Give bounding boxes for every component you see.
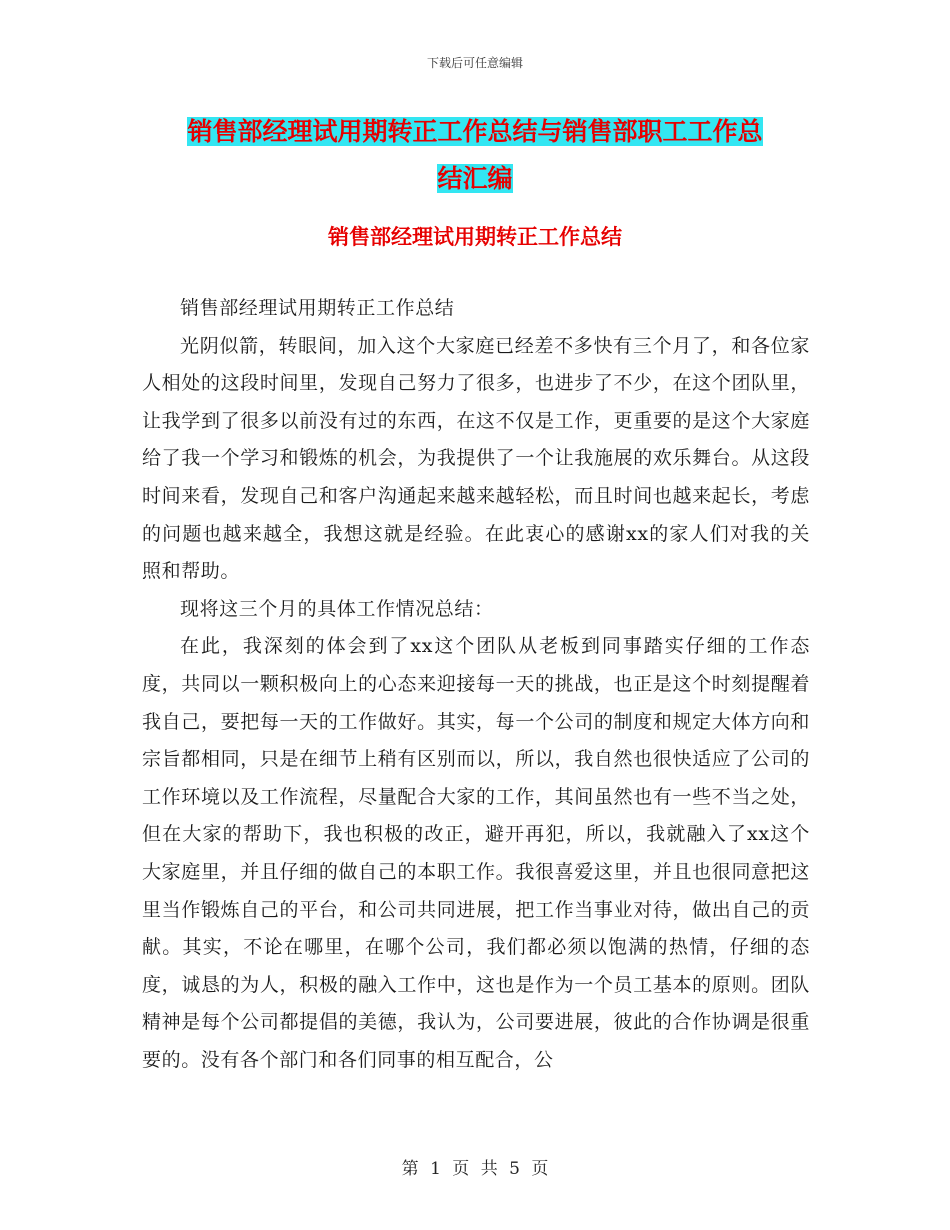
paragraph: 光阴似箭，转眼间，加入这个大家庭已经差不多快有三个月了，和各位家人相处的这段时间里，发现自己努力了很多，也进步了不少，在这个团队里，让我学到了很多以前没有过的东西，在这不仅是工作，更重要的是这个大家庭给了我一个学习和锻炼的机会，为我提供了一个让我施展的欢乐舞台。从这段时间来看，发现自己和客户沟通起来越来越轻松，而且时间也越来起长，考虑的问题也越来越全，我想这就是经验。在此衷心的感谢xx的家人们对我的关照和帮助。 — [142, 334, 810, 583]
title-line-2: 结汇编 — [437, 164, 513, 193]
section-title: 销售部经理试用期转正工作总结 — [328, 225, 622, 249]
paragraph: 销售部经理试用期转正工作总结 — [180, 297, 455, 319]
paragraph: 现将这三个月的具体工作情况总结： — [180, 597, 494, 620]
page-footer: 第 1 页 共 5 页 — [401, 1159, 549, 1179]
document-title — [140, 108, 810, 202]
document-body — [142, 290, 810, 1079]
title-line-1: 销售部经理试用期转正工作总结与销售部职工工作总 — [187, 117, 763, 146]
header-note: 下载后可任意编辑 — [426, 56, 523, 70]
paragraph: 在此，我深刻的体会到了xx这个团队从老板到同事踏实仔细的工作态度，共同以一颗积极向上的心态来迎接每一天的挑战，也正是这个时刻提醒着我自己，要把每一天的工作做好。其实，每一个公司的制度和规定大体方向和宗旨都相同，只是在细节上稍有区别而以，所以，我自然也很快适应了公司的工作环境以及工作流程，尽量配合大家的工作，其间虽然也有一些不当之处，但在大家的帮助下，我也积极的改正，避开再犯，所以，我就融入了xx这个大家庭里，并且仔细的做自己的本职工作。我很喜爱这里，并且也很同意把这里当作锻炼自己的平台，和公司共同进展，把工作当事业对待，做出自己的贡献。其实，不论在哪里，在哪个公司，我们都必须以饱满的热情，仔细的态度，诚恳的为人，积极的融入工作中，这也是作为一个员工基本的原则。团队精神是每个公司都提倡的美德，我认为，公司要进展，彼此的合作协调是很重要的。没有各个部门和各们同事的相互配合，公 — [142, 635, 810, 1071]
